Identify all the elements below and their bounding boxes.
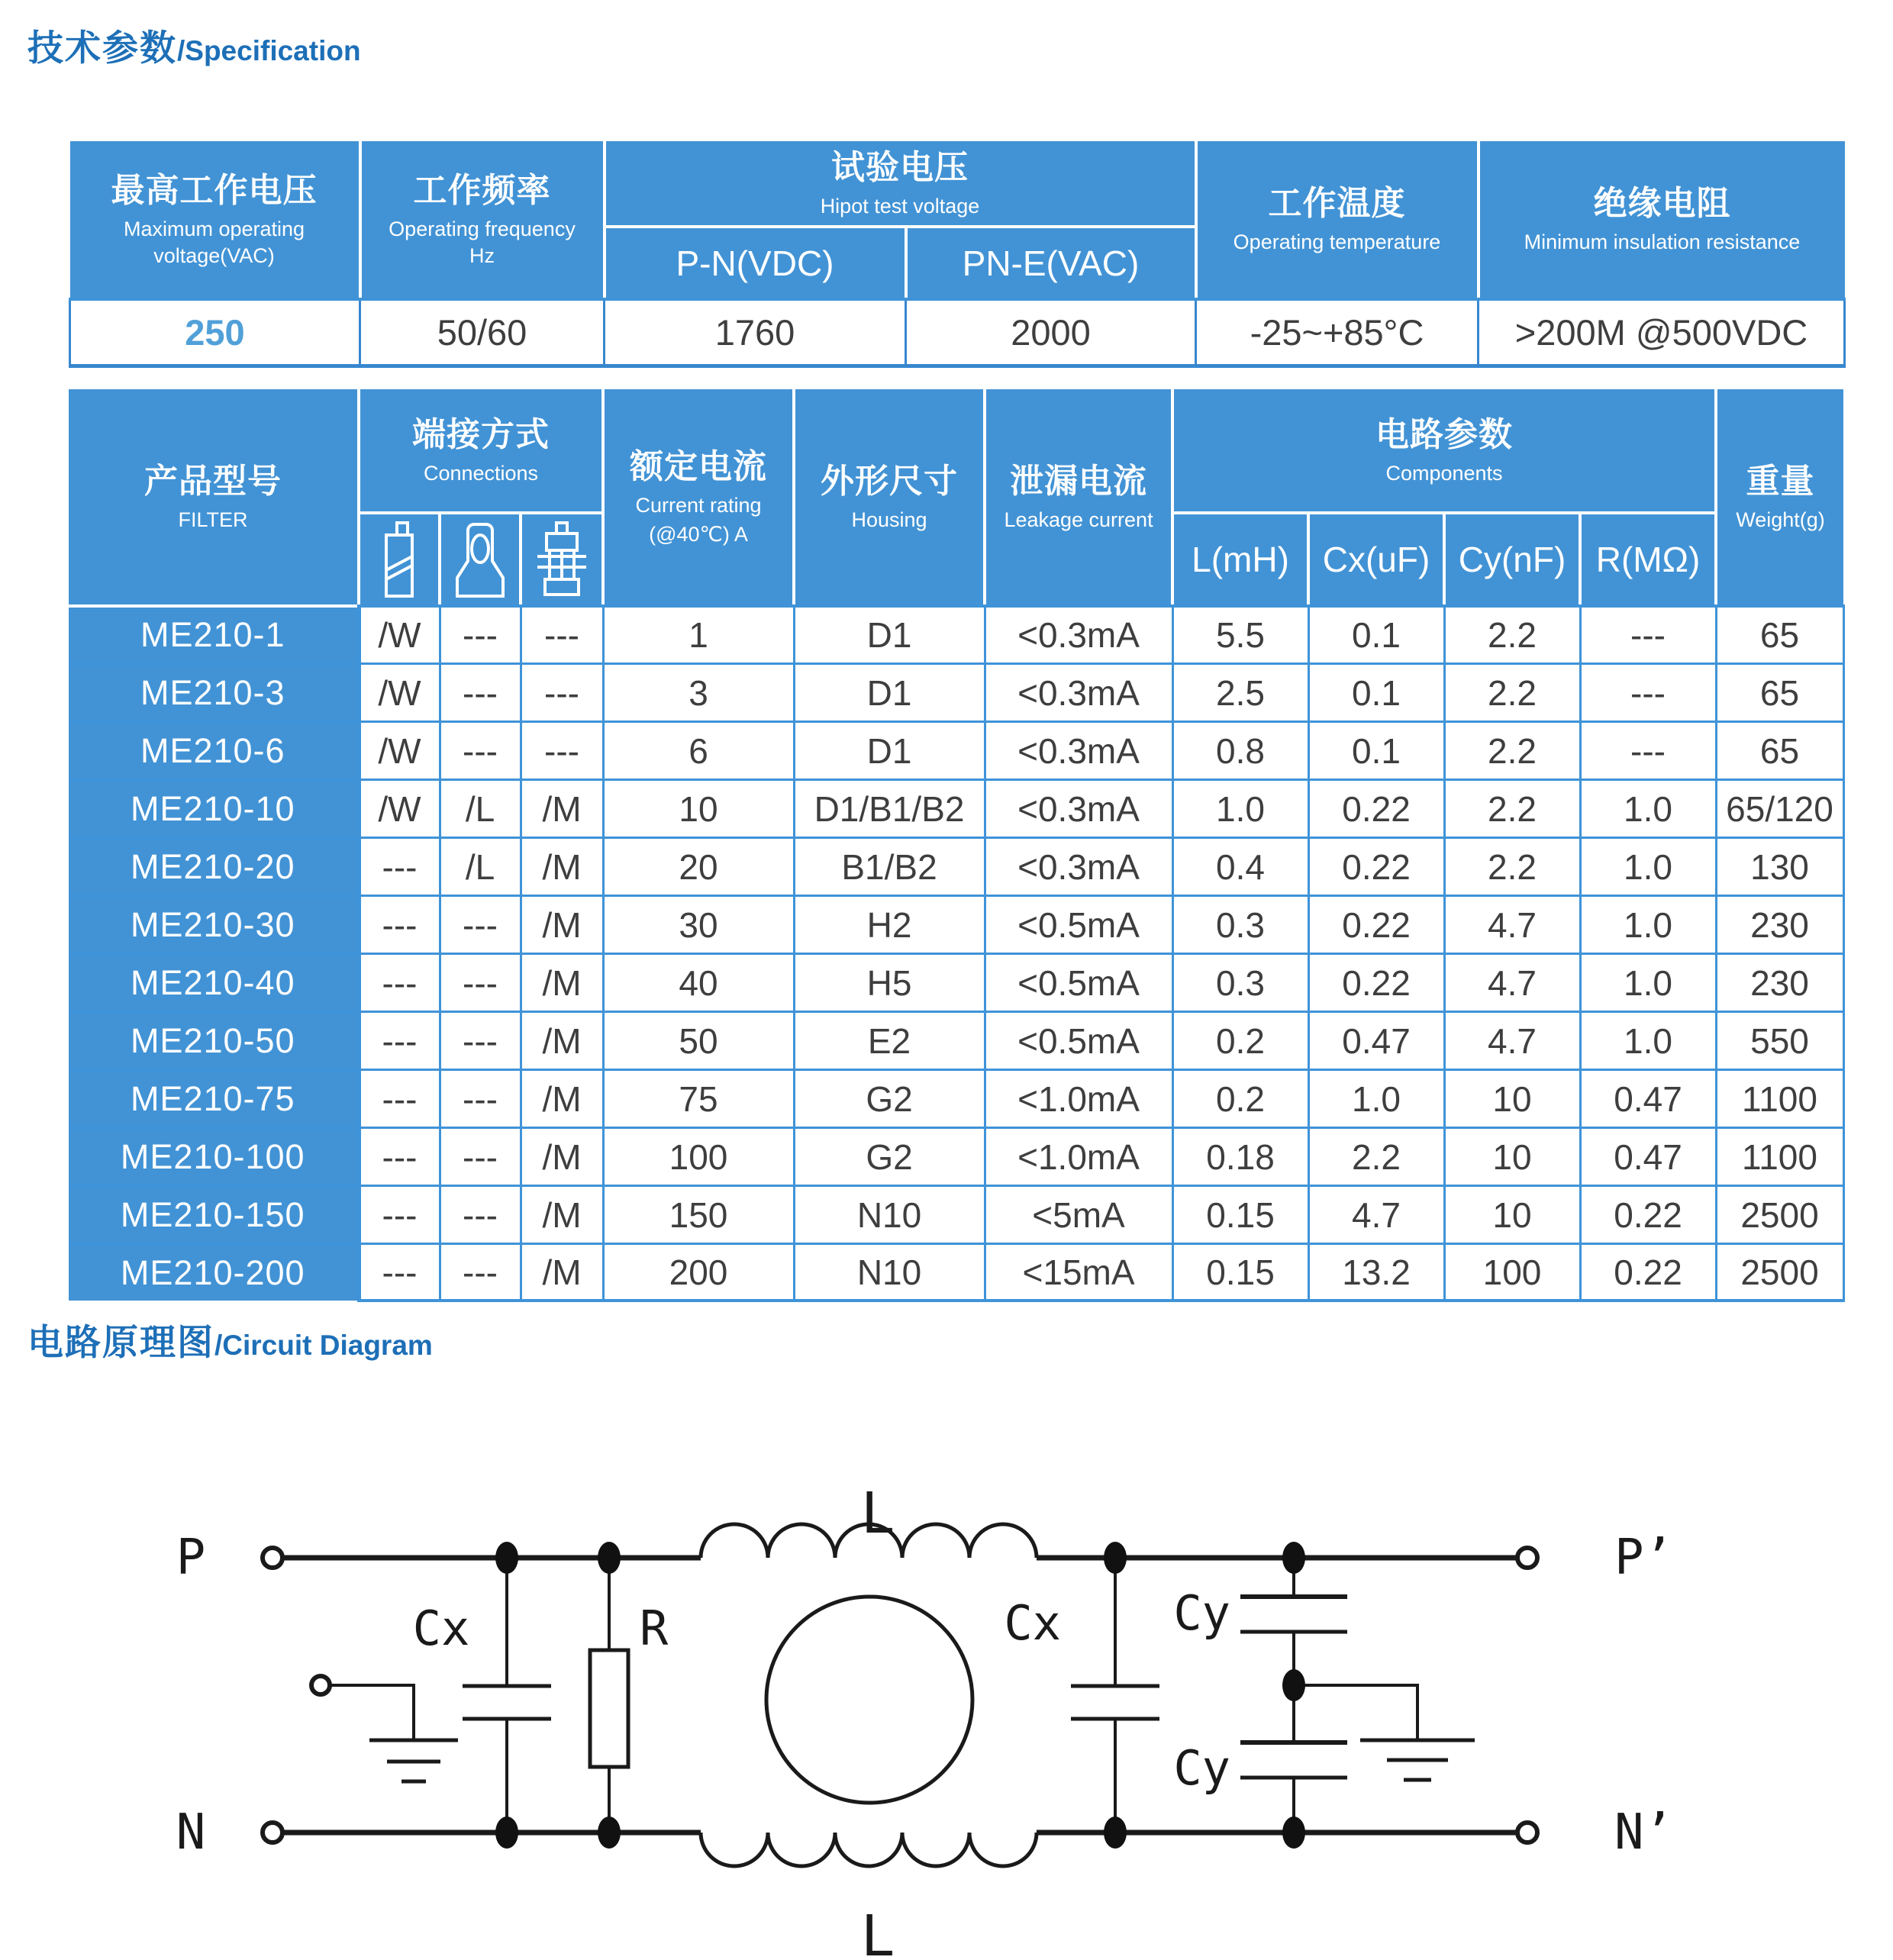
r-mohm-cell: 1.0 xyxy=(1580,896,1716,954)
weight-cell: 65 xyxy=(1716,606,1843,664)
wire-connection-cell: --- xyxy=(359,1070,440,1128)
r-mohm-cell: 0.47 xyxy=(1580,1070,1716,1128)
wire-connection-cell: --- xyxy=(359,954,440,1012)
weight-cell: 550 xyxy=(1716,1012,1843,1070)
leakage-cell: <1.0mA xyxy=(985,1128,1172,1186)
spec-values-row xyxy=(70,299,1845,366)
leakage-cell: <0.3mA xyxy=(985,838,1172,896)
wire-connection-cell: /W xyxy=(359,664,440,722)
model-row xyxy=(69,722,1843,780)
wire-connection-cell: --- xyxy=(359,1128,440,1186)
col-components: 电路参数 Components xyxy=(1172,389,1716,513)
leakage-cell: <15mA xyxy=(985,1244,1172,1301)
col-insulation-zh: 绝缘电阻 xyxy=(1593,185,1731,223)
col-cx-uf: Cx(uF) xyxy=(1308,513,1444,606)
wire-connection-cell: --- xyxy=(359,896,440,954)
l-mh-cell: 2.5 xyxy=(1172,664,1308,722)
p-input-label: P xyxy=(176,1530,206,1586)
housing-cell: E2 xyxy=(794,1012,985,1070)
weight-cell: 65 xyxy=(1716,664,1843,722)
wire-connection-cell: /W xyxy=(359,722,440,780)
leakage-cell: <0.3mA xyxy=(985,780,1172,838)
capacitor-cy-top xyxy=(1240,1558,1347,1685)
r-mohm-cell: 1.0 xyxy=(1580,838,1716,896)
terminal-block-icon xyxy=(521,513,603,606)
block-connection-cell: /M xyxy=(521,1186,603,1244)
inductor-top-label: L xyxy=(860,1481,895,1546)
current-cell: 150 xyxy=(603,1186,794,1244)
col-connections: 端接方式 Connections xyxy=(359,389,603,513)
model-row xyxy=(69,1186,1843,1244)
model-row xyxy=(69,1128,1843,1186)
wire-connection-cell: --- xyxy=(359,1186,440,1244)
leakage-cell: <0.3mA xyxy=(985,606,1172,664)
model-row xyxy=(69,1070,1843,1128)
housing-cell: N10 xyxy=(794,1186,985,1244)
block-connection-cell: --- xyxy=(521,722,603,780)
cx-uf-cell: 0.22 xyxy=(1308,780,1444,838)
p-input-terminal xyxy=(263,1548,282,1568)
l-mh-cell: 0.4 xyxy=(1172,838,1308,896)
weight-cell: 230 xyxy=(1716,954,1843,1012)
cy-bottom-label: Cy xyxy=(1173,1740,1230,1796)
circuit-title-zh: 电路原理图 xyxy=(27,1322,214,1362)
model-cell: ME210-1 xyxy=(69,606,359,664)
model-row xyxy=(69,896,1843,954)
leakage-cell: <0.3mA xyxy=(985,664,1172,722)
cy-nf-cell: 10 xyxy=(1444,1128,1580,1186)
spec-title-zh: 技术参数 xyxy=(27,27,177,68)
model-row xyxy=(69,664,1843,722)
model-cell: ME210-20 xyxy=(69,838,359,896)
l-mh-cell: 0.15 xyxy=(1172,1244,1308,1301)
circuit-title-en: /Circuit Diagram xyxy=(214,1330,433,1361)
cy-nf-cell: 2.2 xyxy=(1444,838,1580,896)
cx-right-label: Cx xyxy=(1004,1595,1061,1651)
leakage-cell: <0.5mA xyxy=(985,1012,1172,1070)
wire-connection-cell: --- xyxy=(359,1012,440,1070)
cx-uf-cell: 0.22 xyxy=(1308,954,1444,1012)
inductor-bottom-coil xyxy=(701,1833,1037,1866)
block-connection-cell: /M xyxy=(521,1128,603,1186)
model-cell: ME210-200 xyxy=(69,1244,359,1301)
model-cell: ME210-100 xyxy=(69,1128,359,1186)
col-max-voltage-en: Maximum operating voltage(VAC) xyxy=(123,217,305,267)
lug-connection-cell: --- xyxy=(440,722,521,780)
lug-connection-cell: --- xyxy=(440,606,521,664)
housing-cell: G2 xyxy=(794,1128,985,1186)
model-cell: ME210-75 xyxy=(69,1070,359,1128)
current-cell: 100 xyxy=(603,1128,794,1186)
lug-connection-cell: --- xyxy=(440,1244,521,1301)
resistor-r xyxy=(590,1558,628,1833)
block-connection-cell: --- xyxy=(521,606,603,664)
wire-connection-cell: /W xyxy=(359,780,440,838)
col-temperature-en: Operating temperature xyxy=(1233,230,1441,254)
block-connection-cell: /M xyxy=(521,1244,603,1301)
capacitor-cx-left xyxy=(463,1558,551,1833)
wire-connection-cell: /W xyxy=(359,606,440,664)
lug-connection-cell: --- xyxy=(440,954,521,1012)
col-filter: 产品型号 FILTER xyxy=(69,389,359,606)
col-hipot-pn: P-N(VDC) xyxy=(605,227,906,299)
housing-cell: D1/B1/B2 xyxy=(794,780,985,838)
model-row xyxy=(69,954,1843,1012)
weight-cell: 1100 xyxy=(1716,1128,1843,1186)
cx-uf-cell: 0.1 xyxy=(1308,722,1444,780)
current-cell: 20 xyxy=(603,838,794,896)
n-output-label: N’ xyxy=(1614,1804,1674,1861)
leakage-cell: <5mA xyxy=(985,1186,1172,1244)
ground-input-terminal xyxy=(311,1676,330,1694)
col-housing: 外形尺寸 Housing xyxy=(794,389,985,606)
lug-termination-icon xyxy=(440,513,521,606)
r-mohm-cell: 1.0 xyxy=(1580,780,1716,838)
model-cell: ME210-6 xyxy=(69,722,359,780)
model-row xyxy=(69,780,1843,838)
col-r-mohm: R(MΩ) xyxy=(1580,513,1716,606)
model-cell: ME210-3 xyxy=(69,664,359,722)
housing-cell: H2 xyxy=(794,896,985,954)
block-connection-cell: --- xyxy=(521,664,603,722)
col-l-mh: L(mH) xyxy=(1172,513,1308,606)
current-cell: 200 xyxy=(603,1244,794,1301)
l-mh-cell: 0.18 xyxy=(1172,1128,1308,1186)
wire-termination-icon xyxy=(359,513,440,606)
cx-left-label: Cx xyxy=(412,1601,470,1656)
cx-uf-cell: 1.0 xyxy=(1308,1070,1444,1128)
cx-uf-cell: 4.7 xyxy=(1308,1186,1444,1244)
capacitor-cy-bottom xyxy=(1240,1685,1347,1833)
r-mohm-cell: 0.47 xyxy=(1580,1128,1716,1186)
col-frequency-en: Operating frequency Hz xyxy=(389,217,576,267)
leakage-cell: <1.0mA xyxy=(985,1070,1172,1128)
pne-vac-value: 2000 xyxy=(906,299,1196,366)
block-connection-cell: /M xyxy=(521,1012,603,1070)
wire-connection-cell: --- xyxy=(359,838,440,896)
n-input-label: N xyxy=(176,1804,206,1861)
insulation-value: >200M @500VDC xyxy=(1479,299,1845,366)
cy-nf-cell: 2.2 xyxy=(1444,722,1580,780)
cx-uf-cell: 0.47 xyxy=(1308,1012,1444,1070)
col-cy-nf: Cy(nF) xyxy=(1444,513,1580,606)
weight-cell: 2500 xyxy=(1716,1244,1843,1301)
cy-top-label: Cy xyxy=(1173,1585,1230,1641)
r-mohm-cell: --- xyxy=(1580,606,1716,664)
cx-uf-cell: 2.2 xyxy=(1308,1128,1444,1186)
r-mohm-cell: --- xyxy=(1580,664,1716,722)
lug-connection-cell: --- xyxy=(440,1070,521,1128)
n-input-terminal xyxy=(263,1823,282,1842)
lug-connection-cell: --- xyxy=(440,1128,521,1186)
r-mohm-cell: 1.0 xyxy=(1580,954,1716,1012)
current-cell: 1 xyxy=(603,606,794,664)
cy-nf-cell: 4.7 xyxy=(1444,896,1580,954)
col-temperature xyxy=(1196,141,1479,299)
cy-nf-cell: 100 xyxy=(1444,1244,1580,1301)
spec-title-en: /Specification xyxy=(177,35,361,66)
housing-cell: D1 xyxy=(794,664,985,722)
pn-vdc-value: 1760 xyxy=(605,299,906,366)
frequency-value: 50/60 xyxy=(360,299,605,366)
lug-connection-cell: --- xyxy=(440,664,521,722)
lug-connection-cell: /L xyxy=(440,780,521,838)
col-weight: 重量 Weight(g) xyxy=(1716,389,1843,606)
col-hipot-zh: 试验电压 xyxy=(831,148,969,186)
l-mh-cell: 0.2 xyxy=(1172,1012,1308,1070)
capacitor-cx-right xyxy=(1071,1558,1159,1833)
r-label: R xyxy=(640,1601,669,1656)
cy-nf-cell: 4.7 xyxy=(1444,1012,1580,1070)
p-output-label: P’ xyxy=(1614,1530,1674,1586)
n-output-terminal xyxy=(1517,1823,1537,1842)
housing-cell: G2 xyxy=(794,1070,985,1128)
lug-connection-cell: --- xyxy=(440,1012,521,1070)
l-mh-cell: 0.3 xyxy=(1172,954,1308,1012)
block-connection-cell: /M xyxy=(521,896,603,954)
col-max-voltage-zh: 最高工作电压 xyxy=(111,171,318,209)
current-cell: 3 xyxy=(603,664,794,722)
l-mh-cell: 0.2 xyxy=(1172,1070,1308,1128)
block-connection-cell: /M xyxy=(521,954,603,1012)
cy-nf-cell: 10 xyxy=(1444,1186,1580,1244)
lug-connection-cell: --- xyxy=(440,1186,521,1244)
l-mh-cell: 5.5 xyxy=(1172,606,1308,664)
circuit-section-title xyxy=(27,1314,433,1365)
p-output-terminal xyxy=(1517,1548,1537,1568)
housing-cell: N10 xyxy=(794,1244,985,1301)
housing-cell: D1 xyxy=(794,722,985,780)
current-cell: 6 xyxy=(603,722,794,780)
cx-uf-cell: 0.22 xyxy=(1308,838,1444,896)
current-cell: 75 xyxy=(603,1070,794,1128)
housing-cell: D1 xyxy=(794,606,985,664)
leakage-cell: <0.5mA xyxy=(985,954,1172,1012)
model-cell: ME210-40 xyxy=(69,954,359,1012)
choke-core-circle xyxy=(766,1597,972,1803)
cy-nf-cell: 2.2 xyxy=(1444,606,1580,664)
cx-uf-cell: 0.22 xyxy=(1308,896,1444,954)
block-connection-cell: /M xyxy=(521,1070,603,1128)
model-cell: ME210-30 xyxy=(69,896,359,954)
weight-cell: 130 xyxy=(1716,838,1843,896)
ground-symbol-right xyxy=(1294,1685,1475,1780)
weight-cell: 2500 xyxy=(1716,1186,1843,1244)
col-current-rating: 额定电流 Current rating (@40℃) A xyxy=(603,389,794,606)
cy-nf-cell: 2.2 xyxy=(1444,664,1580,722)
l-mh-cell: 0.15 xyxy=(1172,1186,1308,1244)
weight-cell: 230 xyxy=(1716,896,1843,954)
col-frequency-zh: 工作频率 xyxy=(413,171,551,209)
l-mh-cell: 0.3 xyxy=(1172,896,1308,954)
model-table xyxy=(69,389,1845,1302)
circuit-diagram xyxy=(0,1404,1893,1960)
cy-nf-cell: 10 xyxy=(1444,1070,1580,1128)
block-connection-cell: /M xyxy=(521,838,603,896)
col-max-voltage xyxy=(70,141,360,299)
r-mohm-cell: 0.22 xyxy=(1580,1244,1716,1301)
current-cell: 10 xyxy=(603,780,794,838)
cx-uf-cell: 0.1 xyxy=(1308,664,1444,722)
current-cell: 30 xyxy=(603,896,794,954)
temperature-value: -25~+85°C xyxy=(1196,299,1479,366)
col-hipot xyxy=(605,141,1196,227)
model-cell: ME210-50 xyxy=(69,1012,359,1070)
cy-nf-cell: 2.2 xyxy=(1444,780,1580,838)
current-cell: 50 xyxy=(603,1012,794,1070)
model-cell: ME210-10 xyxy=(69,780,359,838)
col-insulation-en: Minimum insulation resistance xyxy=(1524,230,1801,254)
cx-uf-cell: 0.1 xyxy=(1308,606,1444,664)
inductor-bottom-label: L xyxy=(860,1904,895,1960)
lug-connection-cell: /L xyxy=(440,838,521,896)
model-row xyxy=(69,1244,1843,1301)
housing-cell: B1/B2 xyxy=(794,838,985,896)
weight-cell: 65 xyxy=(1716,722,1843,780)
housing-cell: H5 xyxy=(794,954,985,1012)
col-temperature-zh: 工作温度 xyxy=(1268,185,1406,223)
l-mh-cell: 1.0 xyxy=(1172,780,1308,838)
col-hipot-pne: PN-E(VAC) xyxy=(906,227,1196,299)
wire-connection-cell: --- xyxy=(359,1244,440,1301)
col-leakage: 泄漏电流 Leakage current xyxy=(985,389,1172,606)
r-mohm-cell: 0.22 xyxy=(1580,1186,1716,1244)
weight-cell: 65/120 xyxy=(1716,780,1843,838)
block-connection-cell: /M xyxy=(521,780,603,838)
spec-section-title xyxy=(27,20,361,71)
cy-nf-cell: 4.7 xyxy=(1444,954,1580,1012)
max-voltage-value: 250 xyxy=(70,299,360,366)
model-row xyxy=(69,838,1843,896)
current-cell: 40 xyxy=(603,954,794,1012)
lug-connection-cell: --- xyxy=(440,896,521,954)
r-mohm-cell: 1.0 xyxy=(1580,1012,1716,1070)
col-hipot-en: Hipot test voltage xyxy=(820,194,980,218)
col-insulation xyxy=(1479,141,1845,299)
weight-cell: 1100 xyxy=(1716,1070,1843,1128)
col-frequency xyxy=(360,141,605,299)
ground-symbol-left xyxy=(330,1685,458,1781)
spec-table xyxy=(69,141,1846,368)
model-row xyxy=(69,606,1843,664)
model-cell: ME210-150 xyxy=(69,1186,359,1244)
l-mh-cell: 0.8 xyxy=(1172,722,1308,780)
leakage-cell: <0.5mA xyxy=(985,896,1172,954)
leakage-cell: <0.3mA xyxy=(985,722,1172,780)
r-mohm-cell: --- xyxy=(1580,722,1716,780)
cx-uf-cell: 13.2 xyxy=(1308,1244,1444,1301)
model-row xyxy=(69,1012,1843,1070)
